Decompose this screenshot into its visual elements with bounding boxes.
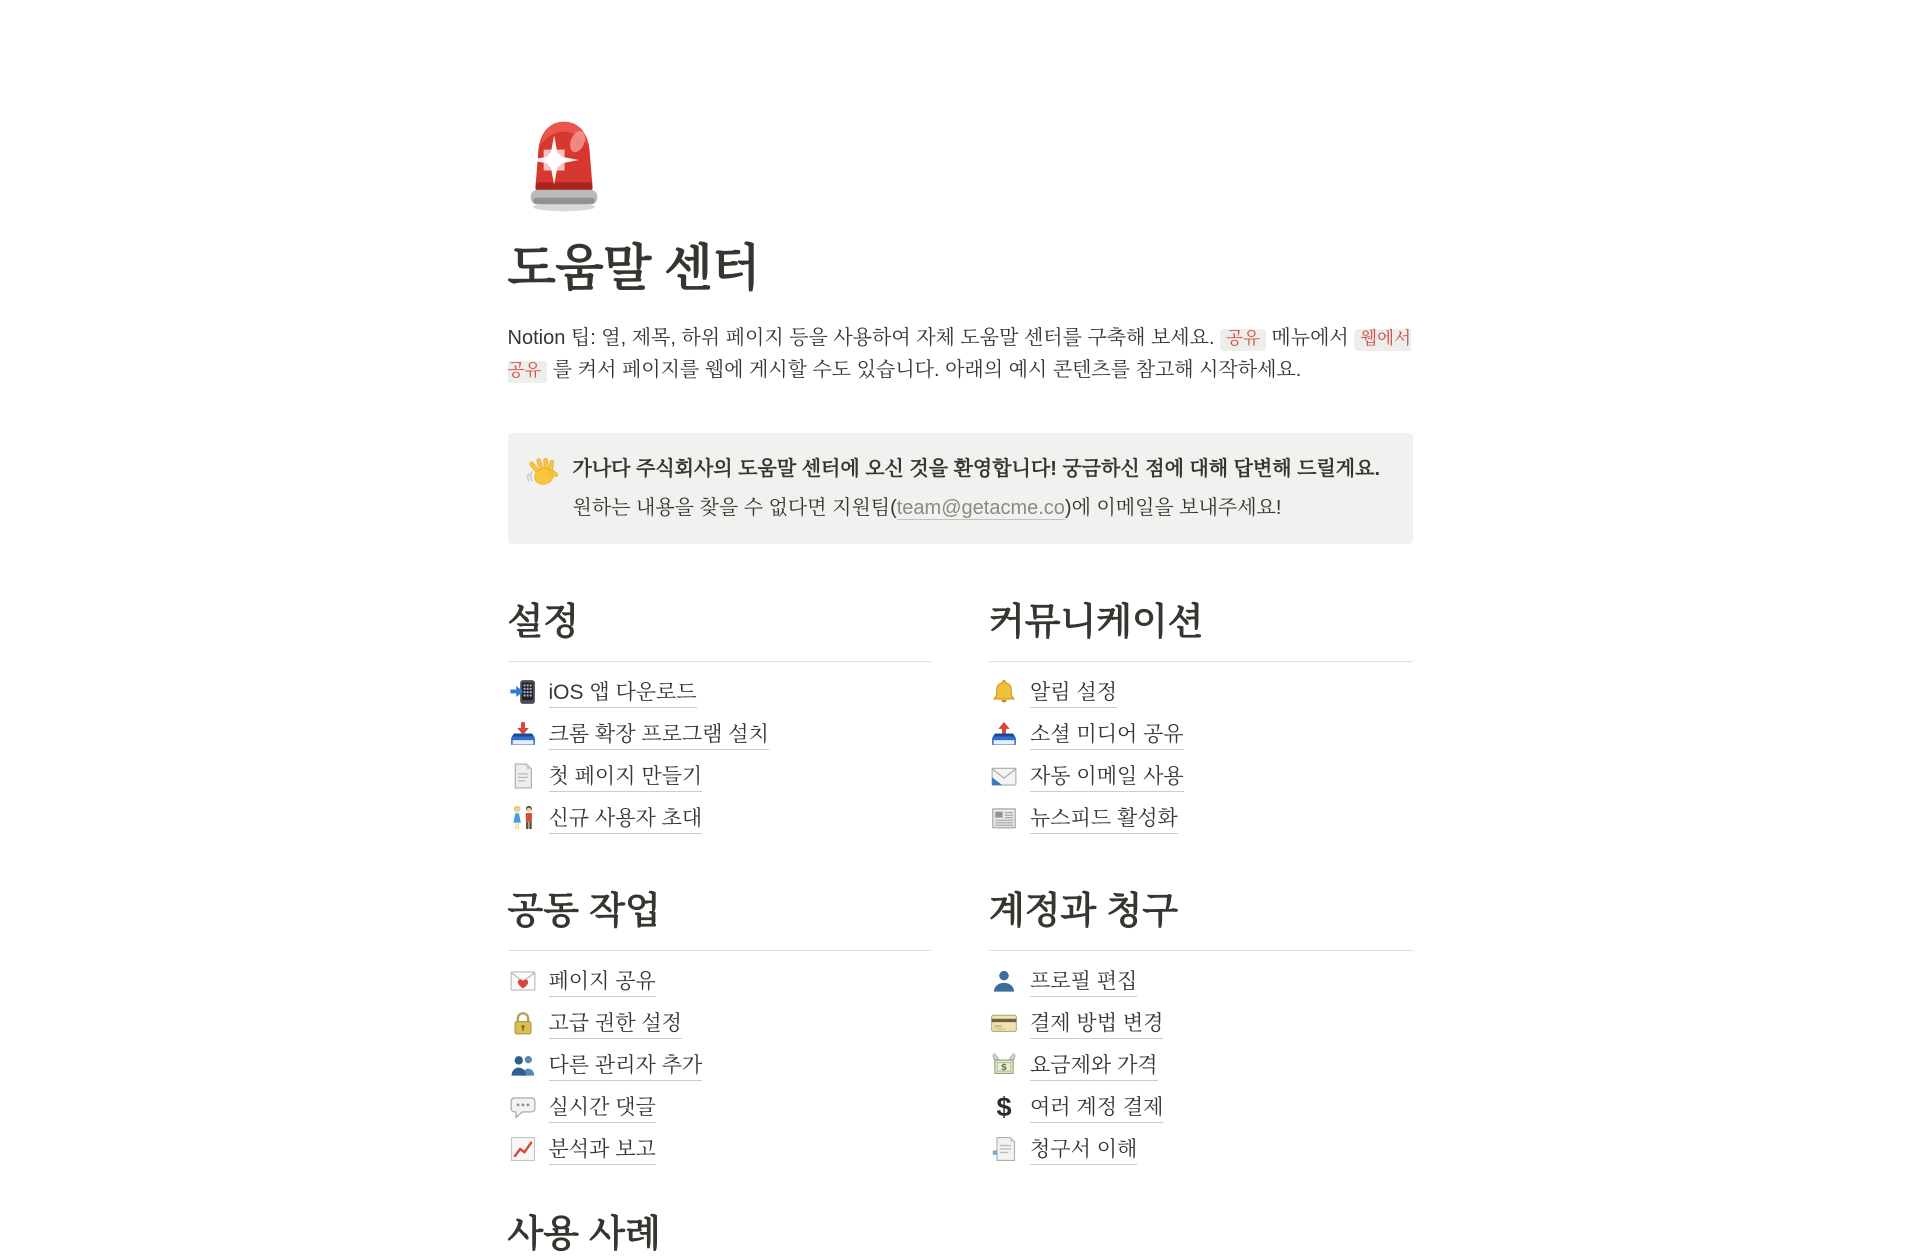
bust-icon	[990, 967, 1018, 995]
section-heading-settings: 설정	[508, 598, 932, 662]
list-item	[989, 1134, 1413, 1165]
section-collaboration	[508, 887, 932, 1176]
section-heading-communication: 커뮤니케이션	[989, 598, 1413, 662]
credit-card-icon	[990, 1009, 1018, 1037]
intro-text-1: Notion 팁: 열, 제목, 하위 페이지 등을 사용하여 자체 도움말 센터를 구축해 보세요.	[507, 327, 1221, 349]
callout-support-text: 원하는 내용을 찾을 수 없다면 지원팀(team@getacme.co)에 이메일을 보내주세요!	[572, 496, 1282, 519]
link-invite-new-users[interactable]: 신규 사용자 초대	[549, 802, 703, 834]
link-notification-settings[interactable]: 알림 설정	[1030, 676, 1117, 708]
section-communication	[989, 598, 1413, 845]
man-woman-icon	[509, 804, 537, 832]
page-icon	[509, 762, 537, 790]
page-title: 도움말 센터	[507, 240, 760, 296]
list-item	[508, 1008, 932, 1039]
link-install-chrome-extension[interactable]: 크롬 확장 프로그램 설치	[549, 718, 769, 750]
link-add-other-admins[interactable]: 다른 관리자 추가	[549, 1049, 703, 1081]
bell-icon	[990, 678, 1018, 706]
link-share-social-media[interactable]: 소셜 미디어 공유	[1030, 718, 1184, 750]
link-realtime-comments[interactable]: 실시간 댓글	[549, 1091, 656, 1123]
link-understand-invoices[interactable]: 청구서 이해	[1030, 1133, 1137, 1165]
link-ios-app-download[interactable]: iOS 앱 다운로드	[549, 676, 697, 708]
section-heading-use-cases: 사용 사례	[507, 1212, 661, 1254]
intro-paragraph	[508, 322, 1413, 387]
link-enable-newsfeed[interactable]: 뉴스피드 활성화	[1030, 802, 1178, 834]
link-create-first-page[interactable]: 첫 페이지 만들기	[549, 760, 703, 792]
link-share-pages[interactable]: 페이지 공유	[549, 965, 656, 997]
list-item	[508, 1050, 932, 1081]
help-center-page	[508, 0, 1413, 1258]
section-heading-account-billing: 계정과 청구	[989, 887, 1413, 951]
link-edit-profile[interactable]: 프로필 편집	[1030, 965, 1137, 997]
outbox-tray-icon	[990, 720, 1018, 748]
support-email-link[interactable]: team@getacme.co	[896, 496, 1065, 519]
list-item	[989, 761, 1413, 792]
link-plans-pricing[interactable]: 요금제와 가격	[1030, 1049, 1158, 1081]
newspaper-icon	[990, 804, 1018, 832]
link-multiple-account-billing[interactable]: 여러 계정 결제	[1030, 1091, 1163, 1123]
list-item	[508, 761, 932, 792]
love-letter-icon	[509, 967, 537, 995]
list-item	[508, 966, 932, 997]
callout-welcome-text: 가나다 주식회사의 도움말 센터에 오신 것을 환영합니다! 궁금하신 점에 대해 답변해 드릴게요.	[572, 457, 1380, 480]
list-item	[989, 719, 1413, 750]
lock-icon	[509, 1009, 537, 1037]
list-item	[989, 1008, 1413, 1039]
welcome-callout	[508, 433, 1413, 544]
svg-text:$: $	[1000, 1063, 1008, 1074]
speech-balloon-icon	[509, 1093, 537, 1121]
link-advanced-permissions[interactable]: 고급 권한 설정	[549, 1007, 682, 1039]
inbox-tray-icon	[509, 720, 537, 748]
incoming-envelope-icon	[990, 762, 1018, 790]
chart-increasing-icon	[509, 1135, 537, 1163]
busts-icon	[509, 1051, 537, 1079]
link-change-payment-method[interactable]: 결제 방법 변경	[1030, 1007, 1163, 1039]
money-with-wings-icon	[990, 1051, 1018, 1079]
section-heading-collaboration: 공동 작업	[508, 887, 932, 951]
dollar-sign-icon: $	[996, 1091, 1012, 1122]
list-item	[508, 1092, 932, 1123]
mobile-phone-arrow-icon	[509, 678, 537, 706]
list-item	[989, 1092, 1413, 1123]
list-item	[989, 803, 1413, 834]
section-settings	[508, 598, 932, 845]
list-item	[989, 1050, 1413, 1081]
list-item	[989, 966, 1413, 997]
list-item	[508, 719, 932, 750]
link-automatic-emails[interactable]: 자동 이메일 사용	[1030, 760, 1184, 792]
inline-code-share: 공유	[1220, 329, 1266, 351]
inline-code-share-to-web: 웹에서 공유	[507, 330, 1411, 383]
police-light-icon[interactable]	[522, 108, 606, 222]
waving-hand-icon	[526, 456, 558, 488]
list-item	[508, 677, 932, 708]
section-grid	[508, 598, 1413, 1176]
intro-text-3: 를 켜서 페이지를 웹에 게시할 수도 있습니다. 아래의 예시 콘텐츠를 참고해 시작하세요.	[547, 359, 1302, 382]
bookmark-tabs-icon	[990, 1135, 1018, 1163]
link-analytics-reporting[interactable]: 분석과 보고	[549, 1133, 656, 1165]
section-account-billing	[989, 887, 1413, 1176]
list-item	[989, 677, 1413, 708]
intro-text-2: 메뉴에서	[1265, 327, 1355, 349]
list-item	[508, 803, 932, 834]
list-item	[508, 1134, 932, 1165]
